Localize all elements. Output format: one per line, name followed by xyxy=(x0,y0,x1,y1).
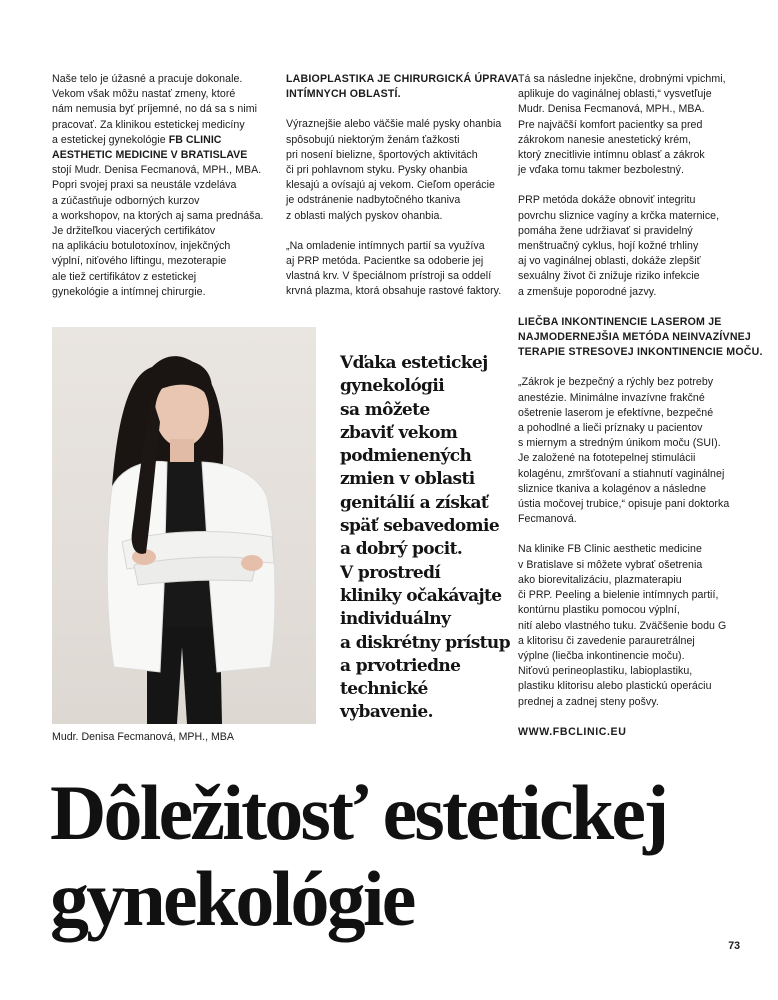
text-line: Niťovú perineoplastiku, labioplastiku, xyxy=(518,665,693,678)
text-line: zákrokom nanesie anestetický krém, xyxy=(518,133,692,146)
quote-line: gynekológii xyxy=(340,376,445,397)
text-line: stojí Mudr. Denisa Fecmanová, MPH., MBA. xyxy=(52,164,262,177)
quote-line: Vďaka estetickej xyxy=(340,353,488,373)
text-line: pomáha žene udržiavať si pravidelný xyxy=(518,224,693,237)
text-line: PRP metóda dokáže obnoviť integritu xyxy=(518,194,696,207)
quote-line: technické xyxy=(340,679,428,700)
clinic-name-bold: FB CLINIC xyxy=(168,133,222,146)
intro-paragraph xyxy=(52,72,277,300)
heading-line: TERAPIE STRESOVEJ INKONTINENCIE MOČU. xyxy=(518,346,763,359)
text-line: je vďaka tomu takmer bezbolestný. xyxy=(518,164,684,177)
prp-benefits-paragraph xyxy=(518,193,746,299)
doctor-portrait-photo xyxy=(52,327,316,724)
text-line: anestézie. Minimálne invazívne frakčné xyxy=(518,391,705,404)
text-line: či pri pohlavnom styku. Pysky ohanbia xyxy=(286,164,468,177)
article-column-2 xyxy=(286,72,519,315)
photo-caption: Mudr. Denisa Fecmanová, MPH., MBA xyxy=(52,731,234,743)
text-line: na aplikáciu botulotoxínov, injekčných xyxy=(52,240,231,253)
text-line: Je založené na fototepelnej stimulácii xyxy=(518,452,696,465)
treatments-paragraph xyxy=(518,542,746,709)
quote-line: kliniky očakávajte xyxy=(340,585,502,606)
text-line: či PRP. Peeling a bielenie intímnych partií, xyxy=(518,589,719,602)
quote-line: vybavenie. xyxy=(340,702,433,723)
text-line: výplní, niťového liftingu, mezoterapie xyxy=(52,255,227,268)
quote-line: a diskrétny prístup xyxy=(340,632,510,653)
article-column-3 xyxy=(518,72,763,755)
text-line: ošetrenie laserom je efektívne, bezpečné xyxy=(518,406,714,419)
doctor-portrait-illustration xyxy=(52,327,316,724)
article-column-1 xyxy=(52,72,277,315)
text-line: kolagénu, zmršťovaní a stiahnutí vaginálnej xyxy=(518,467,725,480)
text-line: je odstránenie nadbytočného tkaniva xyxy=(286,194,461,207)
text-line: v Bratislave si môžete vybrať ošetrenia xyxy=(518,558,703,571)
text-line: ako biorevitalizáciu, plazmaterapiu xyxy=(518,573,682,586)
text-line: nití alebo vlastného tuku. Zväčšenie bodu G xyxy=(518,619,727,632)
section-heading-laser xyxy=(518,315,763,361)
text-line: povrchu sliznice vagíny a krčka maternice, xyxy=(518,209,720,222)
quote-line: individuálny xyxy=(340,609,451,630)
text-line: Popri svojej praxi sa neustále vzdeláva xyxy=(52,179,237,192)
text-line: ale tiež certifikátov z estetickej xyxy=(52,270,197,283)
text-line: a pohodlné a lieči príznaky u pacientov xyxy=(518,422,703,435)
text-line: a klitorisu či zavedenie parauretrálnej xyxy=(518,634,695,647)
text-line: Naše telo je úžasné a pracuje dokonale. xyxy=(52,73,243,85)
page-number: 73 xyxy=(728,940,740,952)
text-line: aj vo vaginálnej oblasti, dokáže zlepšiť xyxy=(518,255,701,268)
quote-line: sa môžete xyxy=(340,399,430,420)
text-line: pracovať. Za klinikou estetickej medicíny xyxy=(52,118,245,131)
text-line: pri nosení bielizne, športových aktivitách xyxy=(286,148,478,161)
quote-line: V prostredí xyxy=(340,562,441,583)
article-headline xyxy=(50,770,750,942)
text-line: Vekom však môžu nastať zmeny, ktoré xyxy=(52,88,236,101)
heading-line: NAJMODERNEJŠIA METÓDA NEINVAZÍVNEJ xyxy=(518,331,752,344)
text-line: sexuálny život či znižuje riziko infekcie xyxy=(518,270,700,283)
quote-line: späť sebavedomie xyxy=(340,516,500,537)
text-line: spôsobujú niektorým ženám ťažkosti xyxy=(286,133,460,146)
text-line: a estetickej gynekológie FB CLINIC xyxy=(52,133,222,146)
text-line: s miernym a stredným únikom moču (SUI). xyxy=(518,437,721,450)
text-line: kontúrnu plastiku pomocou výplní, xyxy=(518,604,680,617)
quote-line: zbaviť vekom xyxy=(340,422,458,443)
text-line: Pre najväčší komfort pacientky sa pred xyxy=(518,118,703,131)
text-line: ktorý znecitlivie intímnu oblasť a zákrok xyxy=(518,149,705,162)
quote-line: genitálií a získať xyxy=(340,492,489,513)
text-line: menštruačný cyklus, hojí kožné trhliny xyxy=(518,240,699,253)
labioplasty-paragraph xyxy=(286,117,511,223)
text-line: a zmenšuje poporodné jazvy. xyxy=(518,285,657,298)
quote-line: podmienených xyxy=(340,446,472,467)
headline-line: Dôležitosť estetickej xyxy=(50,769,667,856)
headline-line: gynekológie xyxy=(50,855,414,942)
text-line: z oblasti malých pyskov ohanbia. xyxy=(286,209,443,222)
website-link[interactable]: WWW.FBCLINIC.EU xyxy=(518,725,627,738)
prp-continued-paragraph xyxy=(518,72,746,178)
text-line: Mudr. Denisa Fecmanová, MPH., MBA. xyxy=(518,103,705,116)
laser-paragraph xyxy=(518,375,746,527)
text-line: plastiku klitorisu alebo plastickú operáciu xyxy=(518,680,712,693)
text-line: Je držiteľkou viacerých certifikátov xyxy=(52,225,216,238)
quote-line: a prvotriedne xyxy=(340,655,461,676)
text-line: krvná plazma, ktorá obsahuje rastové faktory. xyxy=(286,285,502,298)
prp-paragraph xyxy=(286,239,511,300)
text-line: ústia močovej trubice,“ opisuje pani doktorka xyxy=(518,498,730,511)
text-line: prednej a zadnej steny pošvy. xyxy=(518,695,659,708)
heading-line: LIEČBA INKONTINENCIE LASEROM JE xyxy=(518,315,722,328)
text-line: Výraznejšie alebo väčšie malé pysky ohanbia xyxy=(286,118,502,131)
heading-line: LABIOPLASTIKA JE CHIRURGICKÁ ÚPRAVA xyxy=(286,73,519,85)
section-heading-labioplasty xyxy=(286,72,519,102)
text-line: gynekológie a intímnej chirurgie. xyxy=(52,285,206,298)
text-line: nám nemusia byť príjemné, no dá sa s nimi xyxy=(52,103,258,116)
text-line: Na klinike FB Clinic aesthetic medicine xyxy=(518,543,702,556)
quote-line: zmien v oblasti xyxy=(340,469,475,490)
heading-line: INTÍMNYCH OBLASTÍ. xyxy=(286,88,401,101)
text-line: Tá sa následne injekčne, drobnými vpichmi, xyxy=(518,73,726,85)
text-line: klesajú a ovísajú aj vekom. Cieľom operácie xyxy=(286,179,495,192)
text-line: „Na omladenie intímnych partií sa využíva xyxy=(286,239,485,252)
quote-line: a dobrý pocit. xyxy=(340,539,463,560)
text-line: sliznice tkaniva a kolagénov a následne xyxy=(518,482,707,495)
pull-quote xyxy=(340,352,510,725)
text-line: aj PRP metóda. Pacientke sa odoberie jej xyxy=(286,255,484,268)
text-line: a workshopov, na ktorých aj sama prednáša. xyxy=(52,209,264,222)
text-line: „Zákrok je bezpečný a rýchly bez potreby xyxy=(518,376,714,389)
text-line: aplikuje do vaginálnej oblasti,“ vysvetľuje xyxy=(518,88,712,101)
text-line: a zúčastňuje odborných kurzov xyxy=(52,194,200,207)
text-line: vlastná krv. V špeciálnom prístroji sa oddelí xyxy=(286,270,492,283)
clinic-name-bold: AESTHETIC MEDICINE V BRATISLAVE xyxy=(52,149,248,162)
text-line: výplne (liečba inkontinencie moču). xyxy=(518,649,685,662)
text-line: Fecmanová. xyxy=(518,513,577,526)
